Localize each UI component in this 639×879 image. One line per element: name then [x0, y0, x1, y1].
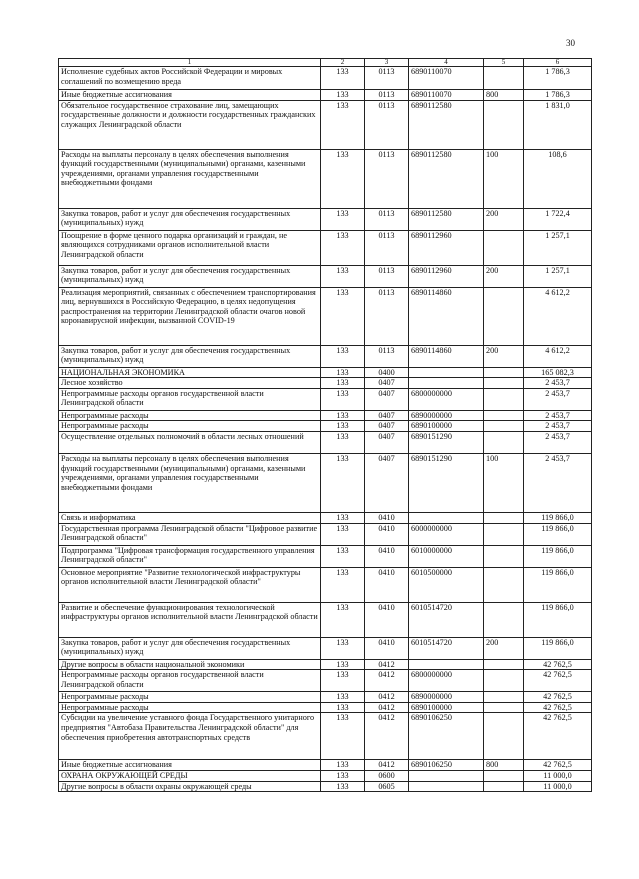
cell-target: 6890110070: [409, 90, 484, 101]
cell-section: 0407: [365, 410, 409, 421]
cell-expense-type: [484, 410, 524, 421]
cell-target: [409, 770, 484, 781]
cell-section: 0412: [365, 659, 409, 670]
cell-name: Другие вопросы в области охраны окружающей среды: [59, 781, 321, 792]
cell-target: 6890000000: [409, 410, 484, 421]
cell-section: 0410: [365, 523, 409, 545]
cell-amount: 2 453,7: [524, 378, 592, 389]
header-row: [59, 59, 592, 67]
table-row: [59, 567, 592, 602]
cell-section: 0410: [365, 637, 409, 659]
cell-section: 0407: [365, 378, 409, 389]
cell-dept: 133: [321, 149, 365, 208]
cell-amount: 42 762,5: [524, 760, 592, 771]
cell-expense-type: [484, 770, 524, 781]
table-row: [59, 100, 592, 149]
table-row: [59, 781, 592, 792]
table-row: [59, 410, 592, 421]
cell-target: 6010514720: [409, 602, 484, 637]
cell-name: Реализация мероприятий, связанных с обеспечением транспортирования лиц, вернувшихся в Российскую Федерацию, в целях недопущения распространения на территории Ленинградской области очагов новой коронавирусной инфекции, вызванной COVID-19: [59, 287, 321, 345]
cell-expense-type: [484, 692, 524, 703]
column-header: 1: [59, 59, 321, 67]
cell-dept: 133: [321, 431, 365, 453]
cell-expense-type: [484, 421, 524, 432]
cell-section: 0412: [365, 670, 409, 692]
column-header: 2: [321, 59, 365, 67]
budget-table: [58, 58, 592, 792]
cell-name: Непрограммные расходы: [59, 410, 321, 421]
table-row: [59, 637, 592, 659]
cell-expense-type: [484, 512, 524, 523]
cell-target: 6890112580: [409, 100, 484, 149]
cell-dept: 133: [321, 421, 365, 432]
cell-section: 0412: [365, 760, 409, 771]
cell-amount: 1 786,3: [524, 90, 592, 101]
cell-target: 6890100000: [409, 702, 484, 713]
cell-name: Развитие и обеспечение функционирования технологической инфраструктуры органов исполнительной власти Ленинградской области: [59, 602, 321, 637]
cell-amount: 119 866,0: [524, 512, 592, 523]
cell-target: [409, 378, 484, 389]
table-row: [59, 431, 592, 453]
table-row: [59, 453, 592, 512]
cell-expense-type: [484, 713, 524, 760]
cell-target: 6890112580: [409, 149, 484, 208]
cell-name: Закупка товаров, работ и услуг для обеспечения государственных (муниципальных) нужд: [59, 208, 321, 230]
cell-section: 0113: [365, 100, 409, 149]
cell-expense-type: [484, 100, 524, 149]
cell-amount: 119 866,0: [524, 637, 592, 659]
cell-dept: 133: [321, 659, 365, 670]
cell-amount: 2 453,7: [524, 421, 592, 432]
table-row: [59, 692, 592, 703]
table-row: [59, 602, 592, 637]
cell-target: 6890114860: [409, 345, 484, 367]
table-row: [59, 208, 592, 230]
cell-section: 0407: [365, 388, 409, 410]
cell-name: Закупка товаров, работ и услуг для обеспечения государственных (муниципальных) нужд: [59, 637, 321, 659]
cell-section: 0412: [365, 702, 409, 713]
cell-section: 0113: [365, 149, 409, 208]
cell-amount: 1 722,4: [524, 208, 592, 230]
cell-section: 0407: [365, 453, 409, 512]
cell-name: Субсидии на увеличение уставного фонда Государственного унитарного предприятия "Автобаза Правительства Ленинградской области" для обеспечения приобретения автотранспортных средств: [59, 713, 321, 760]
cell-target: 6000000000: [409, 523, 484, 545]
cell-expense-type: [484, 230, 524, 265]
cell-expense-type: 200: [484, 208, 524, 230]
table-row: [59, 287, 592, 345]
cell-expense-type: [484, 567, 524, 602]
cell-amount: 2 453,7: [524, 388, 592, 410]
table-row: [59, 265, 592, 287]
cell-expense-type: [484, 388, 524, 410]
cell-dept: 133: [321, 287, 365, 345]
cell-section: 0113: [365, 230, 409, 265]
cell-target: 6890000000: [409, 692, 484, 703]
column-header: 5: [484, 59, 524, 67]
cell-target: 6010500000: [409, 567, 484, 602]
cell-expense-type: 100: [484, 453, 524, 512]
cell-expense-type: [484, 287, 524, 345]
cell-target: [409, 512, 484, 523]
cell-target: 6890100000: [409, 421, 484, 432]
cell-amount: 119 866,0: [524, 523, 592, 545]
cell-dept: 133: [321, 713, 365, 760]
cell-name: Поощрение в форме ценного подарка организаций и граждан, не являющихся сотрудниками органов исполнительной власти Ленинградской области: [59, 230, 321, 265]
cell-section: 0407: [365, 421, 409, 432]
cell-section: 0410: [365, 602, 409, 637]
cell-dept: 133: [321, 410, 365, 421]
cell-amount: 2 453,7: [524, 431, 592, 453]
table-row: [59, 702, 592, 713]
cell-name: Основное мероприятие "Развитие технологической инфраструктуры органов исполнительной власти Ленинградской области": [59, 567, 321, 602]
cell-dept: 133: [321, 512, 365, 523]
cell-name: Осуществление отдельных полномочий в области лесных отношений: [59, 431, 321, 453]
cell-dept: 133: [321, 760, 365, 771]
cell-expense-type: [484, 431, 524, 453]
cell-dept: 133: [321, 388, 365, 410]
table-row: [59, 230, 592, 265]
column-header: 6: [524, 59, 592, 67]
table-row: [59, 90, 592, 101]
cell-dept: 133: [321, 265, 365, 287]
cell-target: [409, 781, 484, 792]
cell-name: ОХРАНА ОКРУЖАЮЩЕЙ СРЕДЫ: [59, 770, 321, 781]
cell-name: Закупка товаров, работ и услуг для обеспечения государственных (муниципальных) нужд: [59, 345, 321, 367]
cell-target: 6010514720: [409, 637, 484, 659]
cell-name: Иные бюджетные ассигнования: [59, 760, 321, 771]
cell-expense-type: [484, 545, 524, 567]
cell-amount: 2 453,7: [524, 410, 592, 421]
cell-name: Расходы на выплаты персоналу в целях обеспечения выполнения функций государственными (муниципальными) органами, казенными учреждениями, органами управления государственными внебюджетными фондами: [59, 453, 321, 512]
cell-name: Непрограммные расходы органов государственной власти Ленинградской области: [59, 670, 321, 692]
cell-amount: 1 257,1: [524, 230, 592, 265]
cell-amount: 119 866,0: [524, 567, 592, 602]
cell-name: Другие вопросы в области национальной экономики: [59, 659, 321, 670]
cell-target: 6890112960: [409, 230, 484, 265]
cell-expense-type: [484, 67, 524, 90]
table-row: [59, 659, 592, 670]
cell-dept: 133: [321, 345, 365, 367]
cell-name: Государственная программа Ленинградской области "Цифровое развитие Ленинградской области": [59, 523, 321, 545]
cell-expense-type: [484, 659, 524, 670]
cell-amount: 4 612,2: [524, 287, 592, 345]
cell-name: Закупка товаров, работ и услуг для обеспечения государственных (муниципальных) нужд: [59, 265, 321, 287]
cell-section: 0412: [365, 692, 409, 703]
cell-dept: 133: [321, 545, 365, 567]
cell-expense-type: [484, 670, 524, 692]
cell-amount: 42 762,5: [524, 713, 592, 760]
cell-target: 6890112960: [409, 265, 484, 287]
cell-target: [409, 659, 484, 670]
cell-dept: 133: [321, 208, 365, 230]
table-row: [59, 149, 592, 208]
cell-target: 6800000000: [409, 670, 484, 692]
cell-expense-type: [484, 523, 524, 545]
cell-amount: 165 082,3: [524, 367, 592, 378]
cell-name: Исполнение судебных актов Российской Федерации и мировых соглашений по возмещению вреда: [59, 67, 321, 90]
cell-section: 0113: [365, 265, 409, 287]
cell-amount: 11 000,0: [524, 770, 592, 781]
column-header: 4: [409, 59, 484, 67]
cell-target: 6800000000: [409, 388, 484, 410]
cell-amount: 42 762,5: [524, 692, 592, 703]
cell-amount: 4 612,2: [524, 345, 592, 367]
cell-target: 6890151290: [409, 431, 484, 453]
cell-name: Непрограммные расходы: [59, 692, 321, 703]
cell-dept: 133: [321, 637, 365, 659]
cell-expense-type: [484, 378, 524, 389]
cell-amount: 1 786,3: [524, 67, 592, 90]
cell-section: 0600: [365, 770, 409, 781]
cell-target: [409, 367, 484, 378]
cell-name: Непрограммные расходы органов государственной власти Ленинградской области: [59, 388, 321, 410]
cell-dept: 133: [321, 602, 365, 637]
cell-section: 0113: [365, 67, 409, 90]
cell-amount: 1 831,0: [524, 100, 592, 149]
table-row: [59, 760, 592, 771]
cell-dept: 133: [321, 367, 365, 378]
cell-target: 6890106250: [409, 713, 484, 760]
table-row: [59, 770, 592, 781]
cell-name: Связь и информатика: [59, 512, 321, 523]
cell-dept: 133: [321, 670, 365, 692]
cell-dept: 133: [321, 67, 365, 90]
cell-expense-type: 200: [484, 345, 524, 367]
table-row: [59, 670, 592, 692]
table-row: [59, 67, 592, 90]
cell-amount: 11 000,0: [524, 781, 592, 792]
cell-name: Непрограммные расходы: [59, 421, 321, 432]
cell-section: 0113: [365, 90, 409, 101]
cell-dept: 133: [321, 692, 365, 703]
cell-name: Подпрограмма "Цифровая трансформация государственного управления Ленинградской области": [59, 545, 321, 567]
cell-name: Расходы на выплаты персоналу в целях обеспечения выполнения функций государственными (муниципальными) органами, казенными учреждениями, органами управления государственными внебюджетными фондами: [59, 149, 321, 208]
table-row: [59, 512, 592, 523]
cell-dept: 133: [321, 567, 365, 602]
cell-target: 6890106250: [409, 760, 484, 771]
cell-section: 0605: [365, 781, 409, 792]
cell-expense-type: [484, 602, 524, 637]
cell-amount: 108,6: [524, 149, 592, 208]
cell-expense-type: 800: [484, 90, 524, 101]
cell-dept: 133: [321, 770, 365, 781]
cell-expense-type: 200: [484, 265, 524, 287]
cell-name: Непрограммные расходы: [59, 702, 321, 713]
cell-amount: 119 866,0: [524, 602, 592, 637]
table-row: [59, 378, 592, 389]
cell-dept: 133: [321, 453, 365, 512]
cell-dept: 133: [321, 702, 365, 713]
cell-name: Иные бюджетные ассигнования: [59, 90, 321, 101]
cell-expense-type: 800: [484, 760, 524, 771]
table-row: [59, 421, 592, 432]
cell-name: НАЦИОНАЛЬНАЯ ЭКОНОМИКА: [59, 367, 321, 378]
cell-dept: 133: [321, 100, 365, 149]
table-row: [59, 545, 592, 567]
table-row: [59, 713, 592, 760]
cell-section: 0113: [365, 345, 409, 367]
cell-expense-type: [484, 781, 524, 792]
cell-dept: 133: [321, 781, 365, 792]
cell-section: 0410: [365, 545, 409, 567]
cell-section: 0410: [365, 567, 409, 602]
column-header: 3: [365, 59, 409, 67]
cell-expense-type: [484, 702, 524, 713]
cell-name: Лесное хозяйство: [59, 378, 321, 389]
cell-section: 0412: [365, 713, 409, 760]
cell-expense-type: 200: [484, 637, 524, 659]
cell-section: 0400: [365, 367, 409, 378]
cell-section: 0113: [365, 208, 409, 230]
cell-dept: 133: [321, 378, 365, 389]
cell-dept: 133: [321, 90, 365, 101]
cell-amount: 42 762,5: [524, 670, 592, 692]
cell-amount: 42 762,5: [524, 702, 592, 713]
table-row: [59, 523, 592, 545]
cell-dept: 133: [321, 523, 365, 545]
cell-target: 6010000000: [409, 545, 484, 567]
cell-target: 6890114860: [409, 287, 484, 345]
cell-dept: 133: [321, 230, 365, 265]
cell-amount: 119 866,0: [524, 545, 592, 567]
cell-target: 6890151290: [409, 453, 484, 512]
page-number: 30: [566, 38, 575, 48]
table-row: [59, 388, 592, 410]
cell-section: 0113: [365, 287, 409, 345]
cell-section: 0410: [365, 512, 409, 523]
cell-amount: 2 453,7: [524, 453, 592, 512]
table-row: [59, 367, 592, 378]
cell-amount: 42 762,5: [524, 659, 592, 670]
cell-amount: 1 257,1: [524, 265, 592, 287]
cell-name: Обязательное государственное страхование лиц, замещающих государственные должности и должности государственных гражданских служащих Ленинградской области: [59, 100, 321, 149]
cell-expense-type: 100: [484, 149, 524, 208]
cell-expense-type: [484, 367, 524, 378]
cell-target: 6890112580: [409, 208, 484, 230]
cell-section: 0407: [365, 431, 409, 453]
cell-target: 6890110070: [409, 67, 484, 90]
table-row: [59, 345, 592, 367]
